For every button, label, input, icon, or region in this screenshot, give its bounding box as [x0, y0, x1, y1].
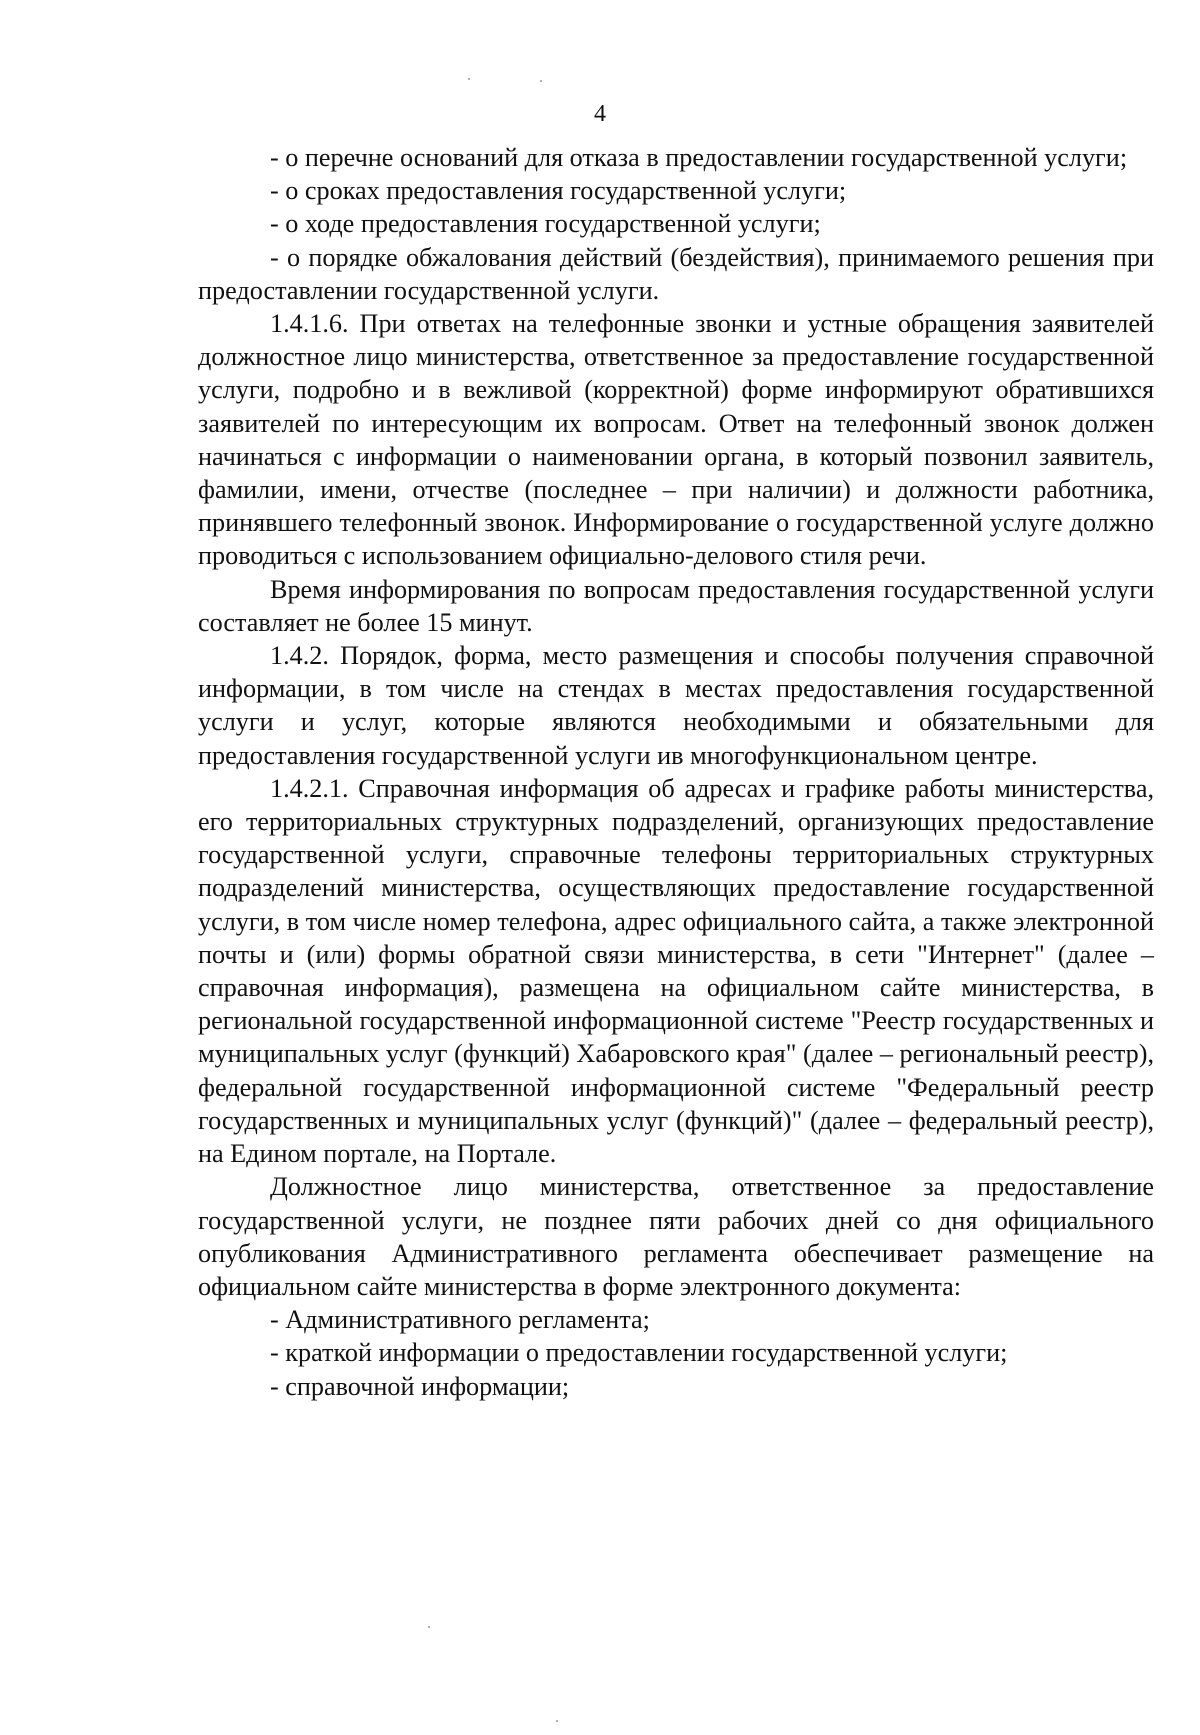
scan-speck — [540, 80, 542, 82]
paragraph-refusal-grounds: - о перечне оснований для отказа в предоставлении государственной услуги; — [270, 143, 1128, 172]
page-number: 4 — [594, 101, 606, 127]
paragraph-service-progress: - о ходе предоставления государственной услуги; — [270, 209, 821, 239]
document-body — [198, 141, 1154, 1403]
paragraph-1-4-1-6: 1.4.1.6. При ответах на телефонные звонки и устные обращения заявителей должностное лицо министерства, ответственное за предоставление государственной услуги, подробно и в вежливой (корректной) форме информируют обратившихся заявителей по интересующим их вопросам. Ответ на телефонный звонок должен начинаться с информации о наименовании органа, в который позвонил заявитель, фамилии, имени, отчестве (последнее – при наличии) и должности работника, принявшего телефонный звонок. Информирование о государственной услуге должно проводиться с использованием официально-делового стиля речи. — [198, 309, 1154, 571]
paragraph-reference-info: - справочной информации; — [270, 1371, 570, 1401]
scan-speck — [428, 1626, 430, 1628]
paragraph-1-4-2: 1.4.2. Порядок, форма, место размещения и способы получения справочной информации, в том числе на стендах в местах предоставления государственной услуги и услуг, которые являются необходимыми и обязательными для предоставления государственной услуги ив многофункциональном центре. — [198, 641, 1154, 770]
paragraph-brief-info: - краткой информации о предоставлении государственной услуги; — [270, 1338, 1008, 1368]
paragraph-official-placement: Должностное лицо министерства, ответственное за предоставление государственной услуги, не позднее пяти рабочих дней со дня официального опубликования Административного регламента обеспечивает размещение на официальном сайте министерства в форме электронного документа: — [198, 1172, 1154, 1301]
paragraph-appeal-procedure: - о порядке обжалования действий (бездействия), принимаемого решения при предоставлении государственной услуги. — [198, 242, 1154, 305]
scan-speck — [556, 1720, 558, 1722]
scan-speck — [468, 78, 470, 80]
paragraph-informing-time: Время информирования по вопросам предоставления государственной услуги составляет не более 15 минут. — [198, 574, 1154, 637]
paragraph-admin-regulation: - Административного регламента; — [270, 1305, 650, 1335]
paragraph-service-terms: - о сроках предоставления государственной услуги; — [270, 176, 847, 206]
paragraph-1-4-2-1: 1.4.2.1. Справочная информация об адресах и графике работы министерства, его территориальных структурных подразделений, организующих предоставление государственной услуги, справочные телефоны территориальных структурных подразделений министерства, осуществляющих предоставление государственной услуги, в том числе номер телефона, адрес официального сайта, а также электронной почты и (или) формы обратной связи министерства, в сети "Интернет" (далее – справочная информация), размещена на официальном сайте министерства, в региональной государственной информационной системе "Реестр государственных и муниципальных услуг (функций) Хабаровского края" (далее – региональный реестр), федеральной государственной информационной системе "Федеральный реестр государственных и муниципальных услуг (функций)" (далее – федеральный реестр), на Едином портале, на Портале. — [198, 773, 1154, 1169]
